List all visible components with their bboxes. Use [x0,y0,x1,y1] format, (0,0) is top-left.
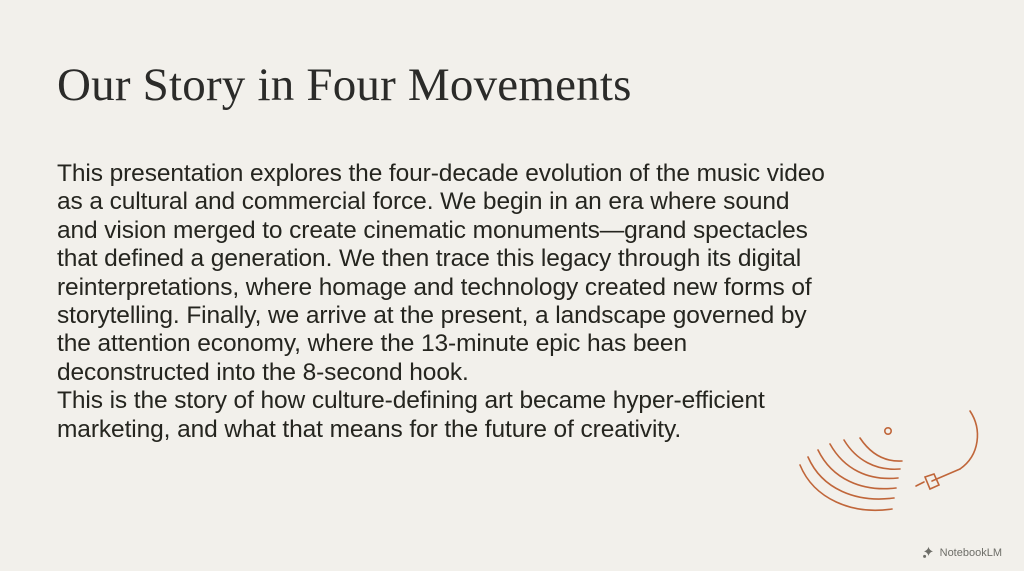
footer-brand-label: NotebookLM [939,546,1002,559]
notebooklm-spark-icon [922,546,935,559]
footer-brand [922,546,1002,559]
slide-body [57,160,827,444]
body-paragraph-1: This presentation explores the four-decade evolution of the music video as a cultural and commercial force. We begin in an era where sound and vision merged to create cinematic monuments—grand spectacles that defined a generation. We then trace this legacy through its digital reinterpretations, where homage and technology created new forms of storytelling. Finally, we arrive at the present, a landscape governed by the attention economy, where the 13-minute epic has been deconstructed into the 8-second hook. [57,160,825,386]
body-paragraph-2: This is the story of how culture-defining art became hyper-efficient marketing, and what that means for the future of creativity. [57,387,765,443]
page-title: Our Story in Four Movements [57,59,632,111]
